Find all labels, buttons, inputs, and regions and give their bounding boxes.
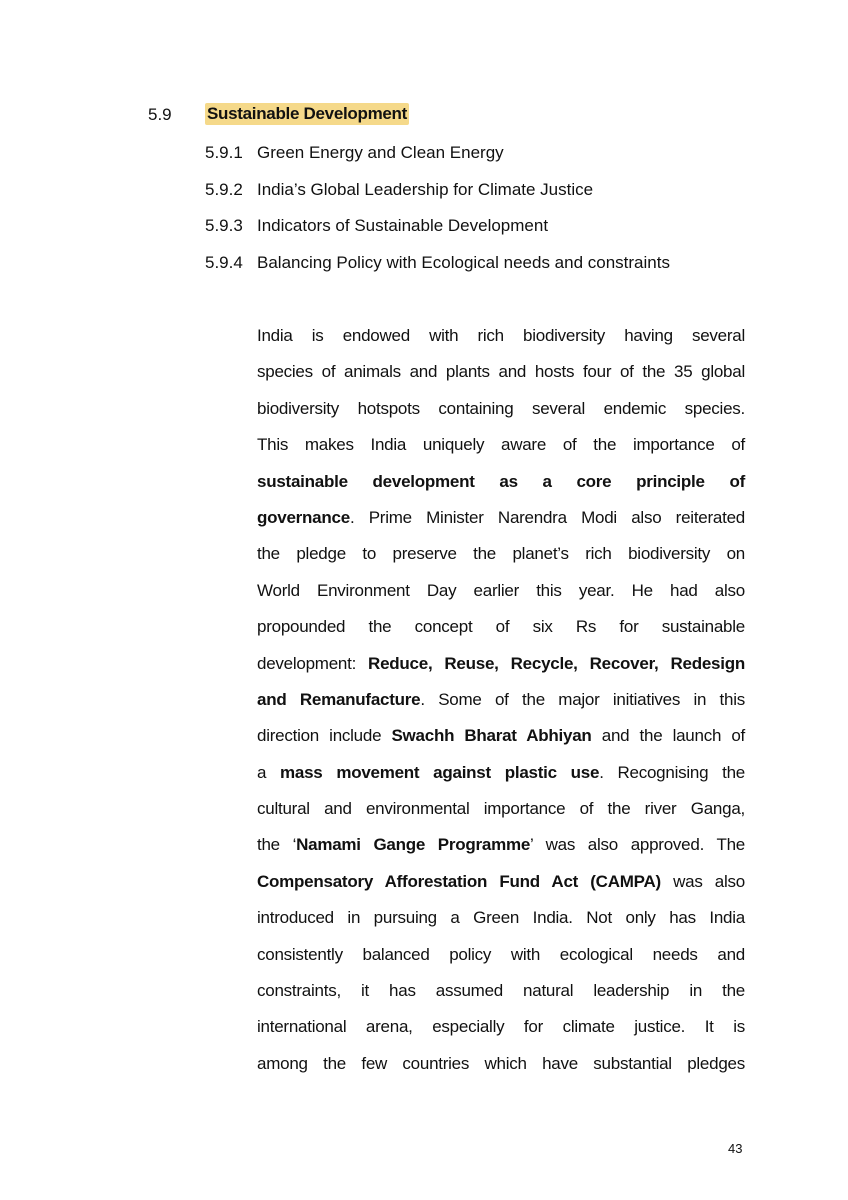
text-run: species of animals and plants and hosts four of the 35 global xyxy=(257,362,745,382)
bold-text: Swachh Bharat Abhiyan xyxy=(391,726,592,746)
paragraph-line xyxy=(257,869,745,905)
text-run: This makes India uniquely aware of the importance of xyxy=(257,435,745,455)
text-run: international arena, especially for climate justice. It is xyxy=(257,1017,745,1037)
paragraph-line xyxy=(257,1014,745,1050)
text-run: consistently balanced policy with ecological needs and xyxy=(257,944,745,964)
subsection-list xyxy=(205,143,670,289)
text-run: India is endowed with rich biodiversity having several xyxy=(257,326,745,345)
paragraph-line xyxy=(257,323,745,359)
subsection-item xyxy=(205,180,670,217)
paragraph-line xyxy=(257,505,745,541)
text-run: and the launch of xyxy=(591,726,746,746)
text-run: was also xyxy=(660,871,745,891)
subsection-title: Balancing Policy with Ecological needs and constraints xyxy=(257,252,670,272)
subsection-number: 5.9.2 xyxy=(205,179,243,199)
paragraph-line xyxy=(257,396,745,432)
paragraph-line xyxy=(257,541,745,577)
paragraph-line xyxy=(257,796,745,832)
text-run: cultural and environmental importance of the river Ganga, xyxy=(257,799,745,819)
paragraph-line xyxy=(257,1051,745,1087)
bold-text: governance xyxy=(257,507,350,527)
text-run: ’ was also approved. The xyxy=(530,835,745,855)
subsection-item xyxy=(205,143,670,180)
text-run: the pledge to preserve the planet’s rich biodiversity on xyxy=(257,544,745,564)
section-number: 5.9 xyxy=(148,105,172,124)
subsection-title: India’s Global Leadership for Climate Justice xyxy=(257,179,594,199)
section-title: Sustainable Development xyxy=(207,104,407,123)
text-run: biodiversity hotspots containing several endemic species. xyxy=(257,398,745,418)
text-run: a xyxy=(257,762,281,782)
subsection-title: Green Energy and Clean Energy xyxy=(257,143,504,162)
paragraph-line xyxy=(257,614,745,650)
paragraph-line xyxy=(257,723,745,759)
bold-text: Reduce, Reuse, Recycle, Recover, Redesign xyxy=(368,653,745,673)
text-run: the ‘ xyxy=(257,835,297,855)
text-run: World Environment Day earlier this year. He had also xyxy=(257,580,745,600)
paragraph-line xyxy=(257,760,745,796)
text-run: constraints, it has assumed natural leadership in the xyxy=(257,981,745,1001)
paragraph-line xyxy=(257,359,745,395)
paragraph-line xyxy=(257,978,745,1014)
paragraph-line xyxy=(257,905,745,941)
text-run: propounded the concept of six Rs for sustainable xyxy=(257,617,745,637)
paragraph-line xyxy=(257,687,745,723)
paragraph-line xyxy=(257,432,745,468)
paragraph-line xyxy=(257,469,745,505)
subsection-item xyxy=(205,216,670,253)
text-run: among the few countries which have substantial pledges xyxy=(257,1053,745,1073)
bold-text: Compensatory Afforestation Fund Act (CAMPA) xyxy=(257,871,661,891)
bold-text: mass movement against plastic use xyxy=(280,762,600,782)
text-run: . Recognising the xyxy=(599,762,745,782)
paragraph-line xyxy=(257,578,745,614)
page-number: 43 xyxy=(728,1141,743,1156)
text-run: development: xyxy=(257,653,369,673)
subsection-item xyxy=(205,253,670,290)
text-run: introduced in pursuing a Green India. Not only has India xyxy=(257,908,745,928)
body-paragraph xyxy=(257,323,745,1087)
subsection-number: 5.9.1 xyxy=(205,143,243,162)
bold-text: sustainable development as a core principle of xyxy=(257,471,745,491)
bold-text: Namami Gange Programme xyxy=(296,835,531,855)
text-run: direction include xyxy=(257,726,392,746)
subsection-number: 5.9.3 xyxy=(205,216,243,235)
text-run: . Some of the major initiatives in this xyxy=(420,689,746,709)
bold-text: and Remanufacture xyxy=(257,689,421,709)
subsection-number: 5.9.4 xyxy=(205,252,243,272)
subsection-title: Indicators of Sustainable Development xyxy=(257,216,549,235)
paragraph-line xyxy=(257,651,745,687)
paragraph-line xyxy=(257,832,745,868)
paragraph-line xyxy=(257,942,745,978)
text-run: . Prime Minister Narendra Modi also reiterated xyxy=(349,507,745,527)
